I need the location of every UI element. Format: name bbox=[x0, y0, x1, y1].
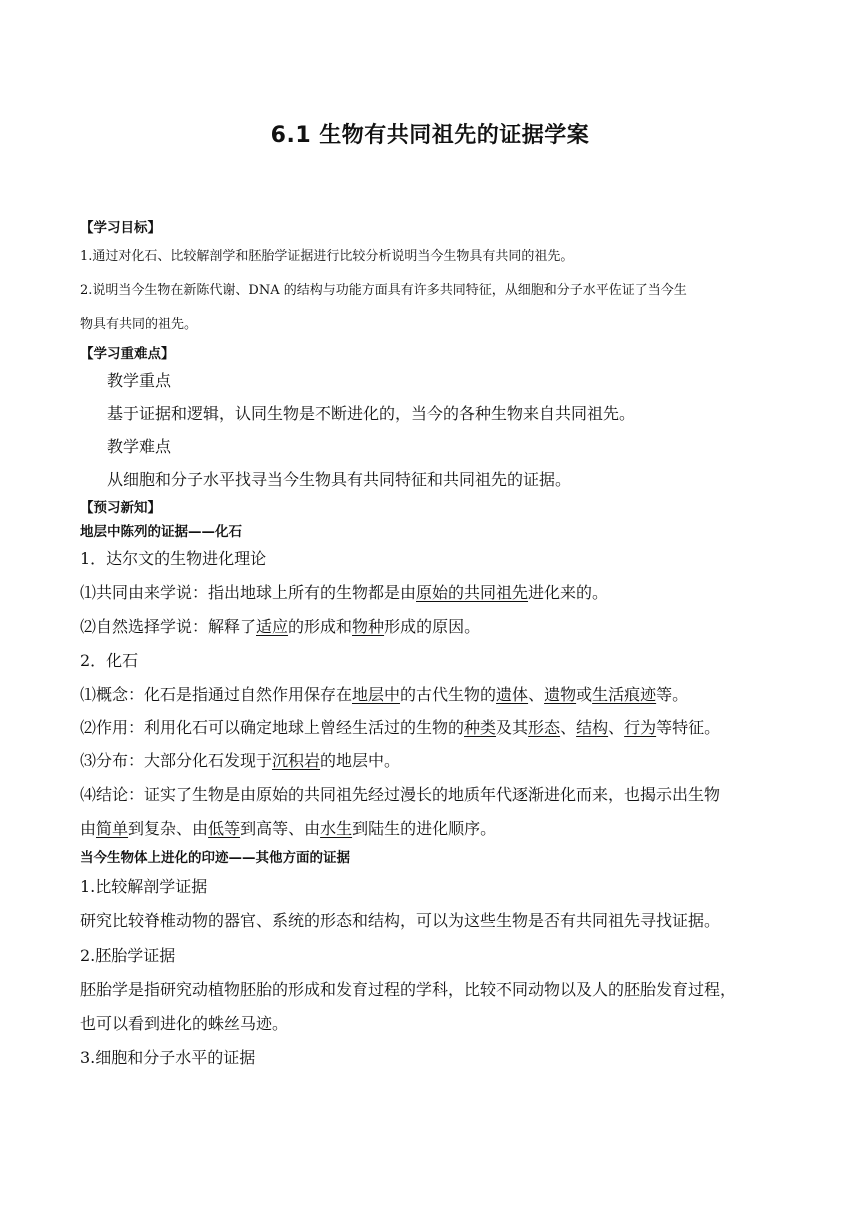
distribution-text: ⑶分布：大部分化石发现于 bbox=[80, 751, 273, 770]
conclusion-blank-3: 水生 bbox=[320, 819, 353, 838]
common-descent-blank: 原始的共同祖先 bbox=[416, 583, 529, 602]
concept-sep-1: 、 bbox=[528, 685, 545, 704]
natural-selection-text-mid: 的形成和 bbox=[288, 617, 353, 636]
objectives-heading: 【学习目标】 bbox=[80, 220, 161, 236]
function-text-end: 等特征。 bbox=[656, 718, 721, 737]
objective-item-1: 1.通过对化石、比较解剖学和胚胎学证据进行比较分析说明当今生物具有共同的祖先。 bbox=[80, 249, 574, 264]
function-text-2: 及其 bbox=[496, 718, 529, 737]
focus-text: 基于证据和逻辑，认同生物是不断进化的，当今的各种生物来自共同祖先。 bbox=[107, 404, 636, 423]
objective-item-2: 2.说明当今生物在新陈代谢、DNA 的结构与功能方面具有许多共同特征，从细胞和分子水平佐证了当今生 bbox=[80, 283, 687, 298]
conclusion-text: 由 bbox=[80, 819, 97, 838]
concept-sep-2: 或 bbox=[576, 685, 593, 704]
conclusion-text-3: 到高等、由 bbox=[240, 819, 321, 838]
difficulty-text: 从细胞和分子水平找寻当今生物具有共同特征和共同祖先的证据。 bbox=[107, 470, 572, 489]
key-points-heading: 【学习重难点】 bbox=[80, 346, 175, 362]
conclusion-blank-1: 简单 bbox=[96, 819, 129, 838]
fossil-title: 2．化石 bbox=[80, 651, 139, 670]
embryo-text: 胚胎学是指研究动植物胚胎的形成和发育过程的学科，比较不同动物以及人的胚胎发育过程， bbox=[80, 980, 737, 999]
preview-heading: 【预习新知】 bbox=[80, 500, 161, 516]
conclusion-blank-2: 低等 bbox=[208, 819, 241, 838]
concept-text: ⑴概念：化石是指通过自然作用保存在 bbox=[80, 685, 353, 704]
distribution-text-end: 的地层中。 bbox=[320, 751, 401, 770]
anatomy-title: 1.比较解剖学证据 bbox=[80, 877, 208, 896]
embryo-text-cont: 也可以看到进化的蛛丝马迹。 bbox=[80, 1014, 289, 1033]
function-text: ⑵作用：利用化石可以确定地球上曾经生活过的生物的 bbox=[80, 718, 465, 737]
natural-selection-line bbox=[80, 614, 480, 637]
concept-blank-1: 地层中 bbox=[352, 685, 401, 704]
fossil-distribution-line bbox=[80, 748, 400, 771]
conclusion-text-end: 到陆生的进化顺序。 bbox=[352, 819, 497, 838]
page-title: 6.1 生物有共同祖先的证据学案 bbox=[270, 123, 590, 148]
function-blank-3: 结构 bbox=[576, 718, 609, 737]
other-evidence-section-title: 当今生物体上进化的印迹——其他方面的证据 bbox=[80, 850, 350, 866]
fossil-function-line bbox=[80, 715, 720, 738]
fossil-conclusion-line: ⑷结论：证实了生物是由原始的共同祖先经过漫长的地质年代逐渐进化而来，也揭示出生物 bbox=[80, 785, 721, 804]
natural-selection-text-end: 形成的原因。 bbox=[384, 617, 481, 636]
natural-selection-blank-1: 适应 bbox=[256, 617, 289, 636]
fossil-concept-line bbox=[80, 682, 688, 705]
common-descent-text: ⑴共同由来学说：指出地球上所有的生物都是由 bbox=[80, 583, 417, 602]
objective-item-2-cont: 物具有共同的祖先。 bbox=[80, 317, 198, 332]
anatomy-text: 研究比较脊椎动物的器官、系统的形态和结构，可以为这些生物是否有共同祖先寻找证据。 bbox=[80, 911, 721, 930]
natural-selection-blank-2: 物种 bbox=[352, 617, 385, 636]
fossil-conclusion-line-2 bbox=[80, 816, 496, 839]
fossil-section-title: 地层中陈列的证据——化石 bbox=[80, 524, 242, 540]
difficulty-label: 教学难点 bbox=[107, 437, 172, 456]
concept-blank-3: 遗物 bbox=[544, 685, 577, 704]
concept-blank-2: 遗体 bbox=[496, 685, 529, 704]
function-blank-2: 形态 bbox=[528, 718, 561, 737]
cell-molecular-title: 3.细胞和分子水平的证据 bbox=[80, 1048, 256, 1067]
common-descent-text-end: 进化来的。 bbox=[528, 583, 609, 602]
concept-blank-4: 生活痕迹 bbox=[592, 685, 657, 704]
darwin-theory-title: 1．达尔文的生物进化理论 bbox=[80, 549, 267, 568]
function-blank-1: 种类 bbox=[464, 718, 497, 737]
function-sep-2: 、 bbox=[608, 718, 625, 737]
embryo-title: 2.胚胎学证据 bbox=[80, 946, 176, 965]
function-sep-1: 、 bbox=[560, 718, 577, 737]
distribution-blank: 沉积岩 bbox=[272, 751, 321, 770]
concept-text-end: 等。 bbox=[656, 685, 689, 704]
natural-selection-text: ⑵自然选择学说：解释了 bbox=[80, 617, 257, 636]
common-descent-line bbox=[80, 580, 608, 603]
function-blank-4: 行为 bbox=[624, 718, 657, 737]
concept-text-2: 的古代生物的 bbox=[400, 685, 497, 704]
focus-label: 教学重点 bbox=[107, 371, 172, 390]
conclusion-text-2: 到复杂、由 bbox=[128, 819, 209, 838]
